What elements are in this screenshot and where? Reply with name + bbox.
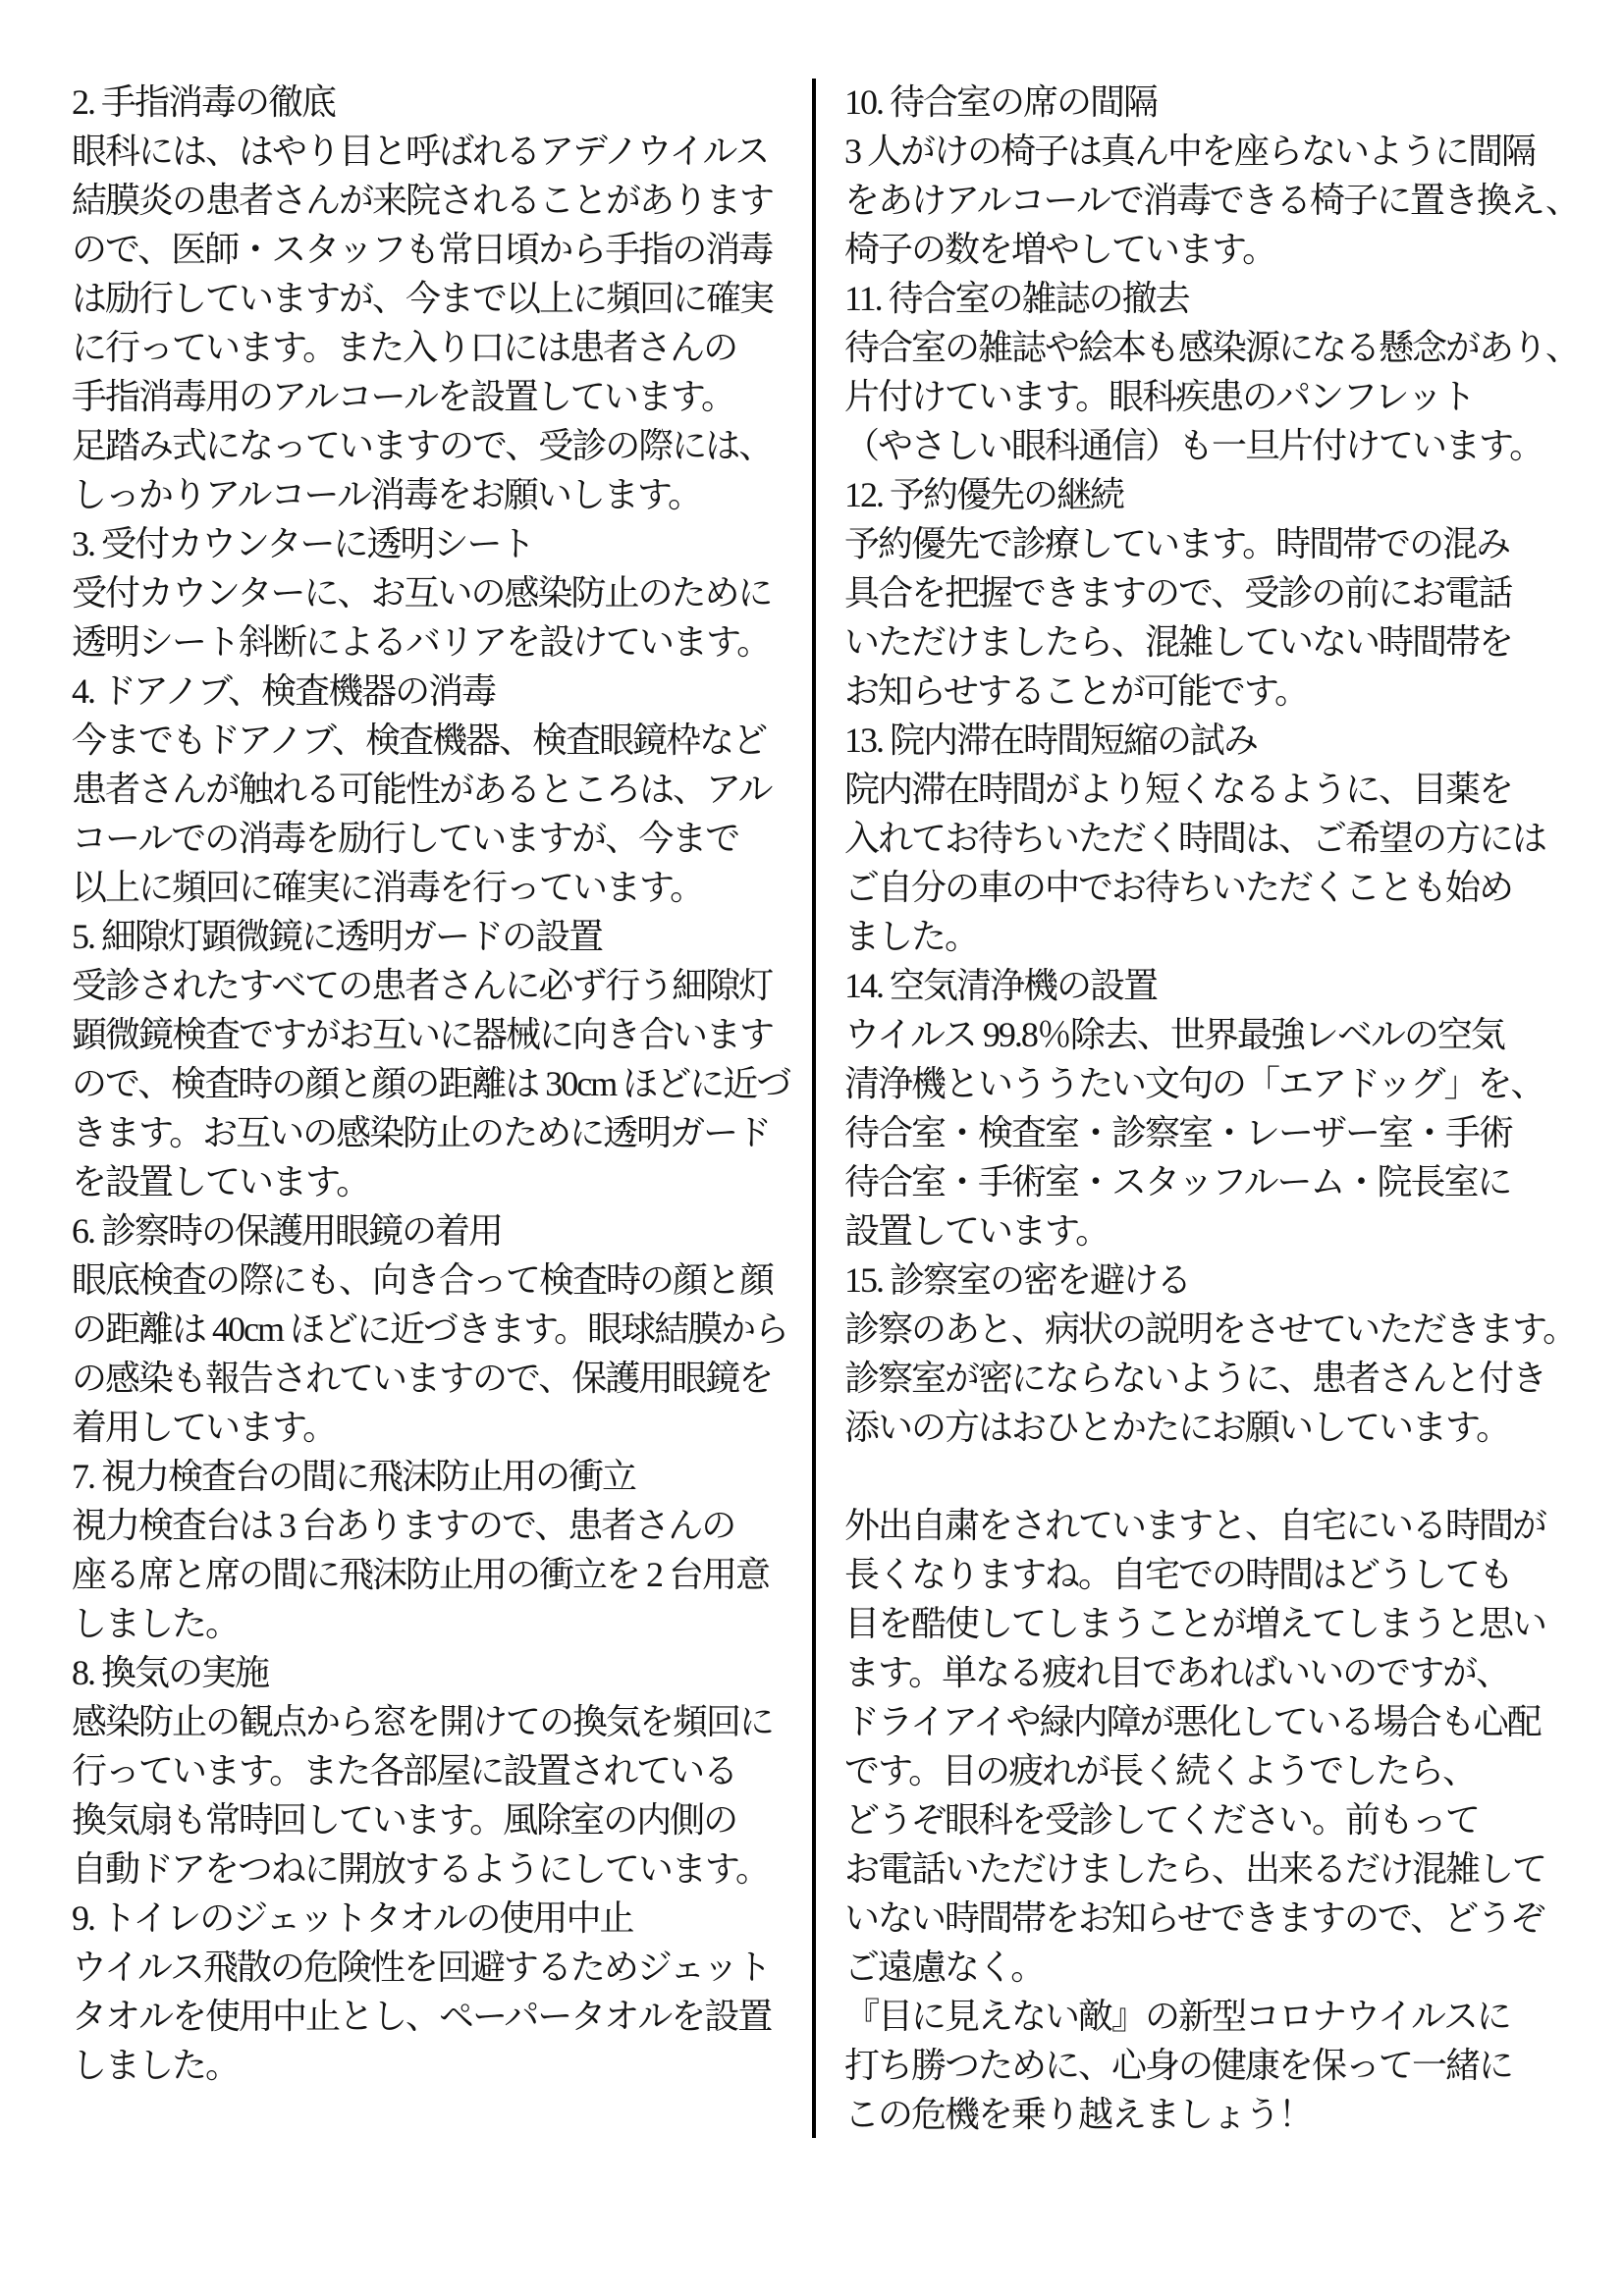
- text-line: 設置しています。: [844, 1211, 1110, 1251]
- text-line: 眼底検査の際にも、向き合って検査時の顔と顔: [72, 1260, 774, 1300]
- text-line: を設置しています。: [72, 1162, 370, 1201]
- text-line: どうぞ眼科を受診してください。前もって: [844, 1800, 1480, 1840]
- text-line: 4. ドアノブ、検査機器の消毒: [72, 671, 496, 711]
- text-line: 目を酷使してしまうことが増えてしまうと思い: [844, 1604, 1546, 1643]
- text-line: 受付カウンターに、お互いの感染防止のために: [72, 573, 772, 613]
- text-line: 3 人がけの椅子は真ん中を座らないように間隔: [844, 132, 1536, 171]
- text-line: 椅子の数を増やしています。: [844, 230, 1276, 269]
- text-line: [844, 1452, 1551, 1501]
- text-line: 足踏み式になっていますので、受診の際には、: [72, 426, 773, 465]
- text-line: 顕微鏡検査ですがお互いに器械に向き合います: [72, 1015, 774, 1054]
- text-line: をあけアルコールで消毒できる椅子に置き換え、: [844, 181, 1580, 220]
- text-line: に行っています。また入り口には患者さんの: [72, 328, 737, 367]
- text-line: 視力検査台は 3 台ありますので、患者さんの: [72, 1506, 735, 1545]
- text-line: ウイルス飛散の危険性を回避するためジェット: [72, 1948, 771, 1987]
- text-line: タオルを使用中止とし、ペーパータオルを設置: [72, 1997, 772, 2036]
- text-line: 10. 待合室の席の間隔: [844, 82, 1158, 122]
- right-column: [844, 78, 1580, 2139]
- text-line: です。目の疲れが長く続くようでしたら、: [844, 1751, 1477, 1790]
- text-line: 具合を把握できますので、受診の前にお電話: [844, 573, 1512, 613]
- text-line: 待合室の雑誌や絵本も感染源になる懸念があり、: [844, 328, 1580, 367]
- text-line: 結膜炎の患者さんが来院されることがあります: [72, 181, 774, 220]
- text-line: ので、医師・スタッフも常日頃から手指の消毒: [72, 230, 773, 269]
- text-line: ご自分の車の中でお待ちいただくことも始め: [844, 868, 1513, 907]
- text-line: 5. 細隙灯顕微鏡に透明ガードの設置: [72, 917, 603, 956]
- text-line: 11. 待合室の雑誌の撤去: [844, 279, 1189, 318]
- text-line: 入れてお待ちいただく時間は、ご希望の方には: [844, 819, 1546, 858]
- text-line: 院内滞在時間がより短くなるように、目薬を: [844, 770, 1513, 809]
- text-line: 清浄機といううたい文句の「エアドッグ」を、: [844, 1064, 1544, 1103]
- column-divider: [812, 79, 816, 2138]
- text-line: ウイルス 99.8％除去、世界最強レベルの空気: [844, 1015, 1504, 1054]
- text-line: 診察のあと、病状の説明をさせていただきます。: [844, 1309, 1577, 1349]
- text-line: 片付けています。眼科疾患のパンフレット: [844, 377, 1475, 416]
- text-line: しました。: [72, 2046, 240, 2085]
- text-line: 待合室・検査室・診察室・レーザー室・手術: [844, 1113, 1513, 1152]
- text-line: しました。: [72, 1604, 240, 1643]
- text-line: 透明シート斜断によるバリアを設けています。: [72, 622, 771, 662]
- text-line: しっかりアルコール消毒をお願いします。: [72, 475, 701, 514]
- text-line: ました。: [844, 917, 979, 956]
- text-line: 6. 診察時の保護用眼鏡の着用: [72, 1211, 503, 1251]
- text-line: ドライアイや緑内障が悪化している場合も心配: [844, 1702, 1541, 1741]
- text-line: ご遠慮なく。: [844, 1948, 1045, 1987]
- text-line: 予約優先で診療しています。時間帯での混み: [844, 524, 1510, 563]
- text-line: ます。単なる疲れ目であればいいのですが、: [844, 1653, 1510, 1692]
- left-column: [72, 78, 790, 2090]
- text-line: きます。お互いの感染防止のために透明ガード: [72, 1113, 771, 1152]
- text-line: の距離は 40cm ほどに近づきます。眼球結膜から: [72, 1309, 788, 1349]
- text-line: 着用しています。: [72, 1408, 337, 1447]
- text-line: 2. 手指消毒の徹底: [72, 82, 336, 122]
- text-line: の感染も報告されていますので、保護用眼鏡を: [72, 1359, 773, 1398]
- text-line: 以上に頻回に確実に消毒を行っています。: [72, 868, 704, 907]
- text-line: （やさしい眼科通信）も一旦片付けています。: [844, 426, 1543, 465]
- text-line: コールでの消毒を励行していますが、今まで: [72, 819, 739, 858]
- text-line: 『目に見えない敵』の新型コロナウイルスに: [844, 1997, 1510, 2036]
- text-line: は励行していますが、今まで以上に頻回に確実: [72, 279, 774, 318]
- text-line: 受診されたすべての患者さんに必ず行う細隙灯: [72, 966, 773, 1005]
- text-line: ので、検査時の顔と顔の距離は 30cm ほどに近づ: [72, 1064, 790, 1103]
- text-line: 長くなりますね。自宅での時間はどうしても: [844, 1555, 1513, 1594]
- text-line: 13. 院内滞在時間短縮の試み: [844, 721, 1258, 760]
- text-line: いない時間帯をお知らせできますので、どうぞ: [844, 1898, 1544, 1938]
- text-line: 15. 診察室の密を避ける: [844, 1260, 1191, 1300]
- text-line: 14. 空気清浄機の設置: [844, 966, 1158, 1005]
- text-line: 9. トイレのジェットタオルの使用中止: [72, 1898, 633, 1938]
- text-line: お電話いただけましたら、出来るだけ混雑して: [844, 1849, 1546, 1889]
- text-line: 7. 視力検査台の間に飛沫防止用の衝立: [72, 1457, 636, 1496]
- text-line: 打ち勝つために、心身の健康を保って一緒に: [844, 2046, 1513, 2085]
- text-line: 今までもドアノブ、検査機器、検査眼鏡枠など: [72, 721, 767, 760]
- text-line: 感染防止の観点から窓を開けての換気を頻回に: [72, 1702, 774, 1741]
- text-line: 座る席と席の間に飛沫防止用の衝立を 2 台用意: [72, 1555, 770, 1594]
- text-line: 換気扇も常時回しています。風除室の内側の: [72, 1800, 737, 1840]
- text-line: 3. 受付カウンターに透明シート: [72, 524, 534, 563]
- text-line: 添いの方はおひとかたにお願いしています。: [844, 1408, 1510, 1447]
- text-line: 8. 換気の実施: [72, 1653, 269, 1692]
- text-line: 手指消毒用のアルコールを設置しています。: [72, 377, 734, 416]
- text-line: 行っています。また各部屋に設置されている: [72, 1751, 737, 1790]
- text-line: この危機を乗り越えましょう！: [844, 2095, 1313, 2134]
- text-line: 自動ドアをつねに開放するようにしています。: [72, 1849, 770, 1889]
- text-line: 12. 予約優先の継続: [844, 475, 1124, 514]
- text-line: 患者さんが触れる可能性があるところは、アル: [72, 770, 772, 809]
- text-line: お知らせすることが可能です。: [844, 671, 1309, 711]
- text-line: いただけましたら、混雑していない時間帯を: [844, 622, 1513, 662]
- text-line: 眼科には、はやり目と呼ばれるアデノウイルス: [72, 132, 769, 171]
- text-line: 診察室が密にならないように、患者さんと付き: [844, 1359, 1546, 1398]
- text-line: 待合室・手術室・スタッフルーム・院長室に: [844, 1162, 1511, 1201]
- text-line: 外出自粛をされていますと、自宅にいる時間が: [844, 1506, 1546, 1545]
